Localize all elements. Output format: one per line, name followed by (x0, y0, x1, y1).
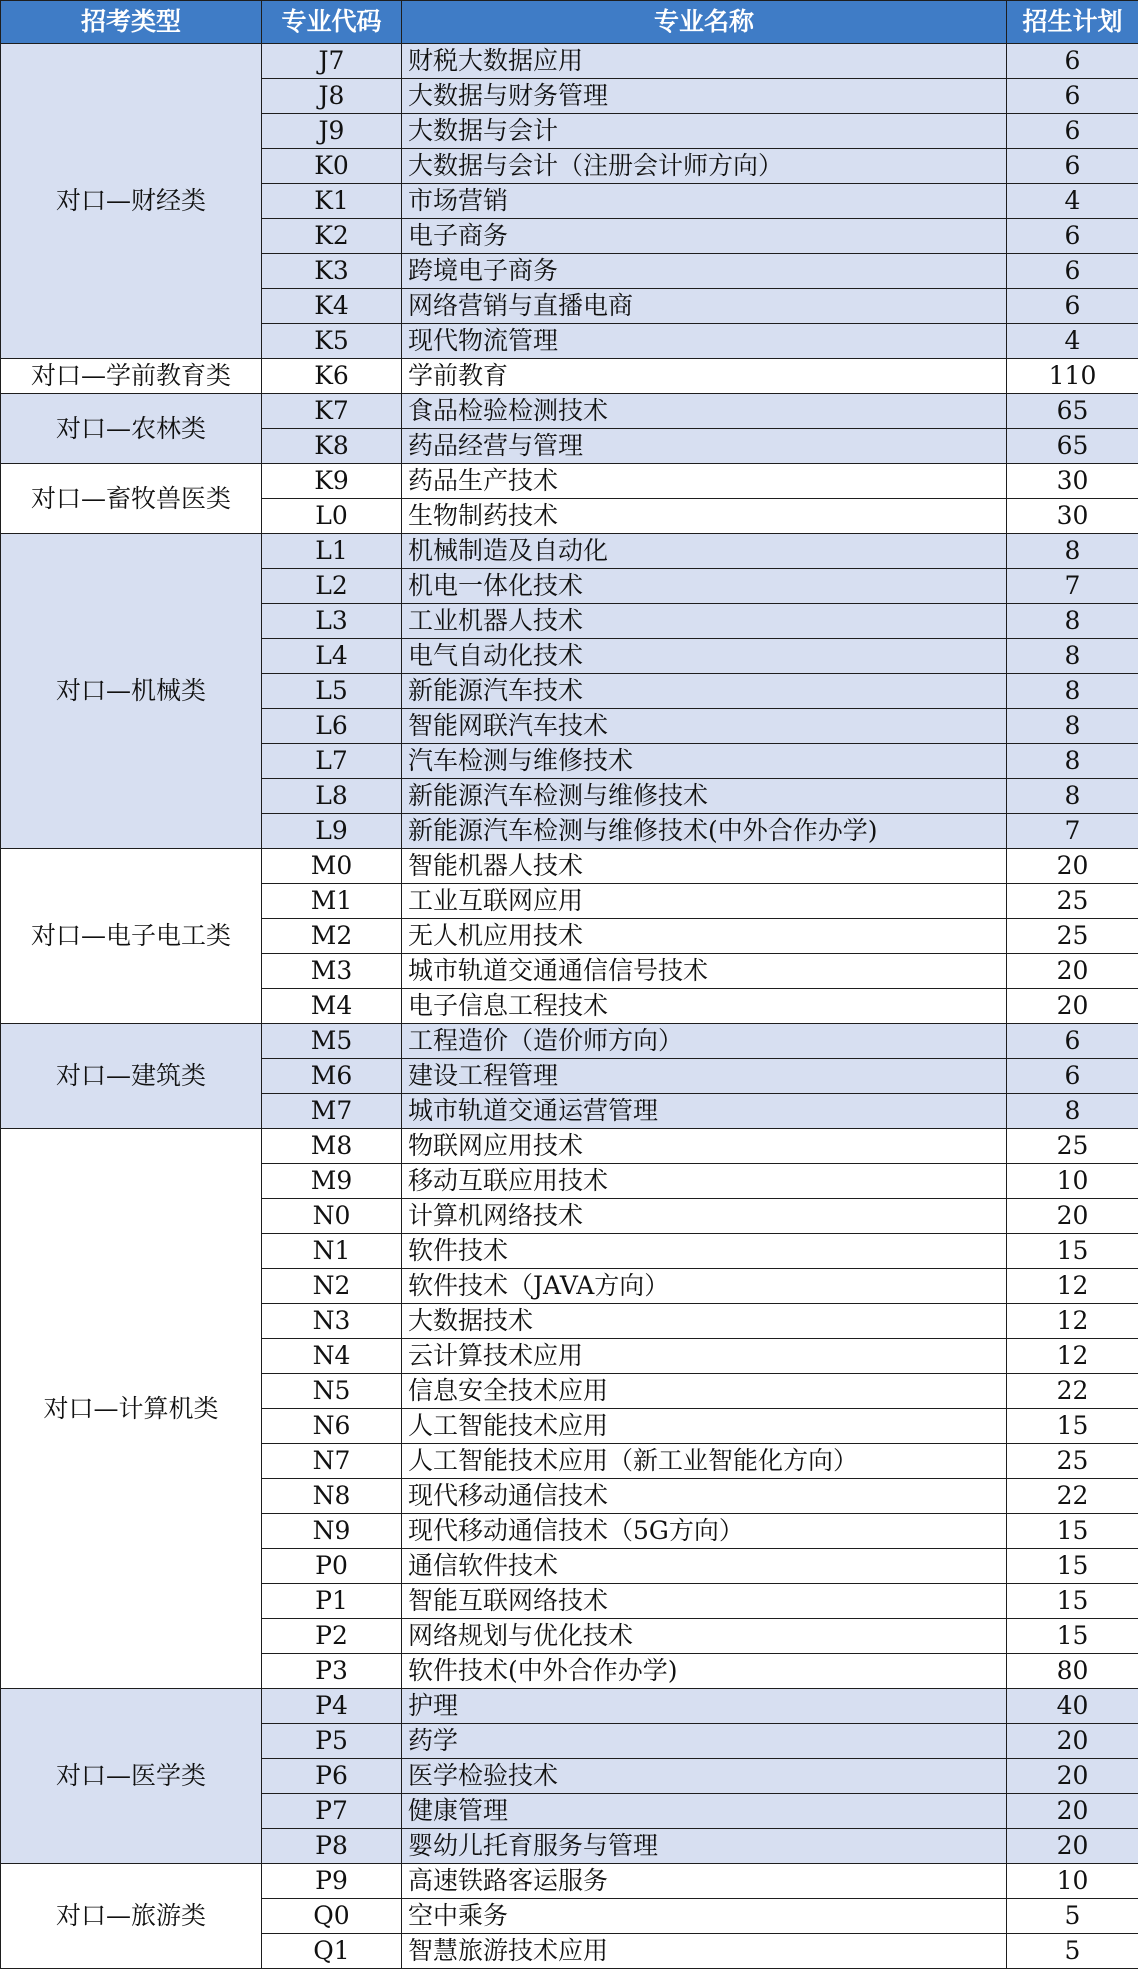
enrollment-plan-cell: 25 (1007, 1129, 1138, 1164)
major-code-cell: K1 (262, 184, 402, 219)
major-code-cell: M6 (262, 1059, 402, 1094)
major-name-cell: 软件技术 (402, 1234, 1007, 1269)
enrollment-plan-cell: 6 (1007, 149, 1138, 184)
enrollment-plan-cell: 8 (1007, 779, 1138, 814)
header-row (1, 1, 1138, 44)
major-code-cell: J8 (262, 79, 402, 114)
major-name-cell: 大数据与财务管理 (402, 79, 1007, 114)
table-header (1, 1, 1138, 44)
exam-type-cell: 对口—建筑类 (1, 1024, 262, 1129)
major-code-cell: N5 (262, 1374, 402, 1409)
major-code-cell: M1 (262, 884, 402, 919)
enrollment-plan-cell: 25 (1007, 884, 1138, 919)
exam-type-cell: 对口—电子电工类 (1, 849, 262, 1024)
major-name-cell: 机电一体化技术 (402, 569, 1007, 604)
enrollment-plan-cell: 4 (1007, 184, 1138, 219)
exam-type-cell: 对口—医学类 (1, 1689, 262, 1864)
major-code-cell: M8 (262, 1129, 402, 1164)
table-row (1, 1864, 1138, 1899)
major-code-cell: P7 (262, 1794, 402, 1829)
major-name-cell: 空中乘务 (402, 1899, 1007, 1934)
enrollment-plan-cell: 15 (1007, 1234, 1138, 1269)
enrollment-plan-cell: 65 (1007, 394, 1138, 429)
enrollment-plan-cell: 20 (1007, 1794, 1138, 1829)
major-code-cell: L0 (262, 499, 402, 534)
exam-type-cell: 对口—机械类 (1, 534, 262, 849)
major-code-cell: L6 (262, 709, 402, 744)
major-name-cell: 新能源汽车检测与维修技术 (402, 779, 1007, 814)
major-name-cell: 城市轨道交通通信信号技术 (402, 954, 1007, 989)
exam-type-cell: 对口—学前教育类 (1, 359, 262, 394)
enrollment-plan-cell: 25 (1007, 1444, 1138, 1479)
enrollment-plan-cell: 22 (1007, 1374, 1138, 1409)
major-code-cell: K0 (262, 149, 402, 184)
major-name-cell: 云计算技术应用 (402, 1339, 1007, 1374)
table-body (1, 44, 1138, 1969)
enrollment-plan-cell: 8 (1007, 709, 1138, 744)
enrollment-plan-cell: 5 (1007, 1899, 1138, 1934)
major-name-cell: 汽车检测与维修技术 (402, 744, 1007, 779)
enrollment-plan-cell: 6 (1007, 289, 1138, 324)
header-major-code: 专业代码 (262, 1, 402, 44)
major-name-cell: 网络营销与直播电商 (402, 289, 1007, 324)
enrollment-plan-cell: 20 (1007, 1199, 1138, 1234)
major-name-cell: 药品生产技术 (402, 464, 1007, 499)
major-name-cell: 婴幼儿托育服务与管理 (402, 1829, 1007, 1864)
enrollment-plan-cell: 65 (1007, 429, 1138, 464)
major-name-cell: 电气自动化技术 (402, 639, 1007, 674)
major-name-cell: 医学检验技术 (402, 1759, 1007, 1794)
major-code-cell: N8 (262, 1479, 402, 1514)
major-code-cell: M7 (262, 1094, 402, 1129)
major-code-cell: K6 (262, 359, 402, 394)
major-name-cell: 护理 (402, 1689, 1007, 1724)
major-name-cell: 新能源汽车技术 (402, 674, 1007, 709)
header-enrollment-plan: 招生计划 (1007, 1, 1138, 44)
major-name-cell: 现代物流管理 (402, 324, 1007, 359)
major-code-cell: M3 (262, 954, 402, 989)
enrollment-plan-cell: 15 (1007, 1549, 1138, 1584)
major-code-cell: P6 (262, 1759, 402, 1794)
major-name-cell: 学前教育 (402, 359, 1007, 394)
exam-type-cell: 对口—农林类 (1, 394, 262, 464)
major-code-cell: K2 (262, 219, 402, 254)
major-name-cell: 无人机应用技术 (402, 919, 1007, 954)
enrollment-plan-cell: 8 (1007, 639, 1138, 674)
enrollment-plan-cell: 40 (1007, 1689, 1138, 1724)
enrollment-plan-cell: 20 (1007, 989, 1138, 1024)
table-row (1, 359, 1138, 394)
major-code-cell: P4 (262, 1689, 402, 1724)
major-name-cell: 计算机网络技术 (402, 1199, 1007, 1234)
major-name-cell: 建设工程管理 (402, 1059, 1007, 1094)
enrollment-plan-cell: 6 (1007, 219, 1138, 254)
major-code-cell: L4 (262, 639, 402, 674)
major-code-cell: P5 (262, 1724, 402, 1759)
enrollment-plan-cell: 20 (1007, 1829, 1138, 1864)
enrollment-plan-cell: 6 (1007, 114, 1138, 149)
enrollment-plan-cell: 25 (1007, 919, 1138, 954)
table-row (1, 1024, 1138, 1059)
major-code-cell: J7 (262, 44, 402, 79)
major-code-cell: Q0 (262, 1899, 402, 1934)
major-name-cell: 高速铁路客运服务 (402, 1864, 1007, 1899)
enrollment-plan-cell: 110 (1007, 359, 1138, 394)
enrollment-plan-cell: 30 (1007, 499, 1138, 534)
enrollment-plan-cell: 20 (1007, 954, 1138, 989)
major-name-cell: 食品检验检测技术 (402, 394, 1007, 429)
major-code-cell: M2 (262, 919, 402, 954)
major-name-cell: 工业机器人技术 (402, 604, 1007, 639)
major-name-cell: 软件技术(中外合作办学) (402, 1654, 1007, 1689)
major-name-cell: 智能网联汽车技术 (402, 709, 1007, 744)
enrollment-plan-cell: 8 (1007, 604, 1138, 639)
exam-type-cell: 对口—旅游类 (1, 1864, 262, 1969)
major-code-cell: K4 (262, 289, 402, 324)
enrollment-plan-cell: 6 (1007, 254, 1138, 289)
exam-type-cell: 对口—计算机类 (1, 1129, 262, 1689)
major-code-cell: N3 (262, 1304, 402, 1339)
major-code-cell: M9 (262, 1164, 402, 1199)
major-code-cell: L2 (262, 569, 402, 604)
major-code-cell: M4 (262, 989, 402, 1024)
major-code-cell: L7 (262, 744, 402, 779)
major-code-cell: K3 (262, 254, 402, 289)
major-code-cell: L5 (262, 674, 402, 709)
major-code-cell: N4 (262, 1339, 402, 1374)
table-row (1, 394, 1138, 429)
major-code-cell: K7 (262, 394, 402, 429)
major-name-cell: 市场营销 (402, 184, 1007, 219)
enrollment-plan-cell: 20 (1007, 849, 1138, 884)
enrollment-plan-cell: 12 (1007, 1339, 1138, 1374)
header-major-name: 专业名称 (402, 1, 1007, 44)
table-row (1, 849, 1138, 884)
major-code-cell: N1 (262, 1234, 402, 1269)
major-code-cell: J9 (262, 114, 402, 149)
enrollment-plan-cell: 4 (1007, 324, 1138, 359)
enrollment-plan-cell: 7 (1007, 569, 1138, 604)
enrollment-plan-cell: 80 (1007, 1654, 1138, 1689)
enrollment-plan-cell: 8 (1007, 744, 1138, 779)
major-code-cell: Q1 (262, 1934, 402, 1969)
major-name-cell: 智能互联网络技术 (402, 1584, 1007, 1619)
major-name-cell: 电子信息工程技术 (402, 989, 1007, 1024)
table-row (1, 1689, 1138, 1724)
major-name-cell: 大数据与会计 (402, 114, 1007, 149)
enrollment-plan-cell: 12 (1007, 1304, 1138, 1339)
major-code-cell: N6 (262, 1409, 402, 1444)
major-code-cell: N2 (262, 1269, 402, 1304)
table-row (1, 1129, 1138, 1164)
major-name-cell: 药品经营与管理 (402, 429, 1007, 464)
major-code-cell: M0 (262, 849, 402, 884)
major-code-cell: P9 (262, 1864, 402, 1899)
table-row (1, 44, 1138, 79)
major-name-cell: 人工智能技术应用 (402, 1409, 1007, 1444)
major-name-cell: 人工智能技术应用（新工业智能化方向） (402, 1444, 1007, 1479)
enrollment-plan-cell: 6 (1007, 1024, 1138, 1059)
major-name-cell: 财税大数据应用 (402, 44, 1007, 79)
major-code-cell: K5 (262, 324, 402, 359)
enrollment-plan-cell: 12 (1007, 1269, 1138, 1304)
enrollment-plan-cell: 7 (1007, 814, 1138, 849)
table-row (1, 534, 1138, 569)
major-code-cell: K9 (262, 464, 402, 499)
major-code-cell: P3 (262, 1654, 402, 1689)
enrollment-plan-cell: 6 (1007, 79, 1138, 114)
enrollment-plan-cell: 6 (1007, 44, 1138, 79)
enrollment-plan-cell: 15 (1007, 1584, 1138, 1619)
major-name-cell: 大数据与会计（注册会计师方向） (402, 149, 1007, 184)
major-name-cell: 智慧旅游技术应用 (402, 1934, 1007, 1969)
major-name-cell: 工程造价（造价师方向） (402, 1024, 1007, 1059)
major-code-cell: P8 (262, 1829, 402, 1864)
major-name-cell: 新能源汽车检测与维修技术(中外合作办学) (402, 814, 1007, 849)
major-name-cell: 跨境电子商务 (402, 254, 1007, 289)
enrollment-plan-cell: 8 (1007, 534, 1138, 569)
major-code-cell: L8 (262, 779, 402, 814)
major-name-cell: 机械制造及自动化 (402, 534, 1007, 569)
enrollment-plan-cell: 15 (1007, 1619, 1138, 1654)
major-code-cell: K8 (262, 429, 402, 464)
major-name-cell: 药学 (402, 1724, 1007, 1759)
enrollment-plan-cell: 10 (1007, 1864, 1138, 1899)
major-name-cell: 健康管理 (402, 1794, 1007, 1829)
major-code-cell: P1 (262, 1584, 402, 1619)
enrollment-plan-cell: 10 (1007, 1164, 1138, 1199)
major-code-cell: P0 (262, 1549, 402, 1584)
enrollment-plan-cell: 20 (1007, 1759, 1138, 1794)
enrollment-plan-cell: 5 (1007, 1934, 1138, 1969)
major-name-cell: 智能机器人技术 (402, 849, 1007, 884)
major-code-cell: N0 (262, 1199, 402, 1234)
enrollment-plan-cell: 8 (1007, 1094, 1138, 1129)
header-exam-type: 招考类型 (1, 1, 262, 44)
major-code-cell: M5 (262, 1024, 402, 1059)
major-name-cell: 城市轨道交通运营管理 (402, 1094, 1007, 1129)
table-row (1, 464, 1138, 499)
enrollment-plan-cell: 22 (1007, 1479, 1138, 1514)
major-name-cell: 移动互联应用技术 (402, 1164, 1007, 1199)
major-name-cell: 网络规划与优化技术 (402, 1619, 1007, 1654)
major-name-cell: 电子商务 (402, 219, 1007, 254)
major-name-cell: 物联网应用技术 (402, 1129, 1007, 1164)
major-code-cell: P2 (262, 1619, 402, 1654)
enrollment-plan-cell: 30 (1007, 464, 1138, 499)
major-name-cell: 工业互联网应用 (402, 884, 1007, 919)
major-code-cell: L3 (262, 604, 402, 639)
major-code-cell: N7 (262, 1444, 402, 1479)
major-code-cell: L9 (262, 814, 402, 849)
enrollment-plan-cell: 20 (1007, 1724, 1138, 1759)
major-name-cell: 软件技术（JAVA方向） (402, 1269, 1007, 1304)
enrollment-plan-cell: 15 (1007, 1514, 1138, 1549)
enrollment-plan-cell: 8 (1007, 674, 1138, 709)
major-name-cell: 信息安全技术应用 (402, 1374, 1007, 1409)
exam-type-cell: 对口—财经类 (1, 44, 262, 359)
major-code-cell: L1 (262, 534, 402, 569)
major-code-cell: N9 (262, 1514, 402, 1549)
major-name-cell: 现代移动通信技术 (402, 1479, 1007, 1514)
major-name-cell: 通信软件技术 (402, 1549, 1007, 1584)
major-name-cell: 现代移动通信技术（5G方向） (402, 1514, 1007, 1549)
major-name-cell: 大数据技术 (402, 1304, 1007, 1339)
enrollment-plan-cell: 15 (1007, 1409, 1138, 1444)
exam-type-cell: 对口—畜牧兽医类 (1, 464, 262, 534)
major-name-cell: 生物制药技术 (402, 499, 1007, 534)
enrollment-plan-cell: 6 (1007, 1059, 1138, 1094)
